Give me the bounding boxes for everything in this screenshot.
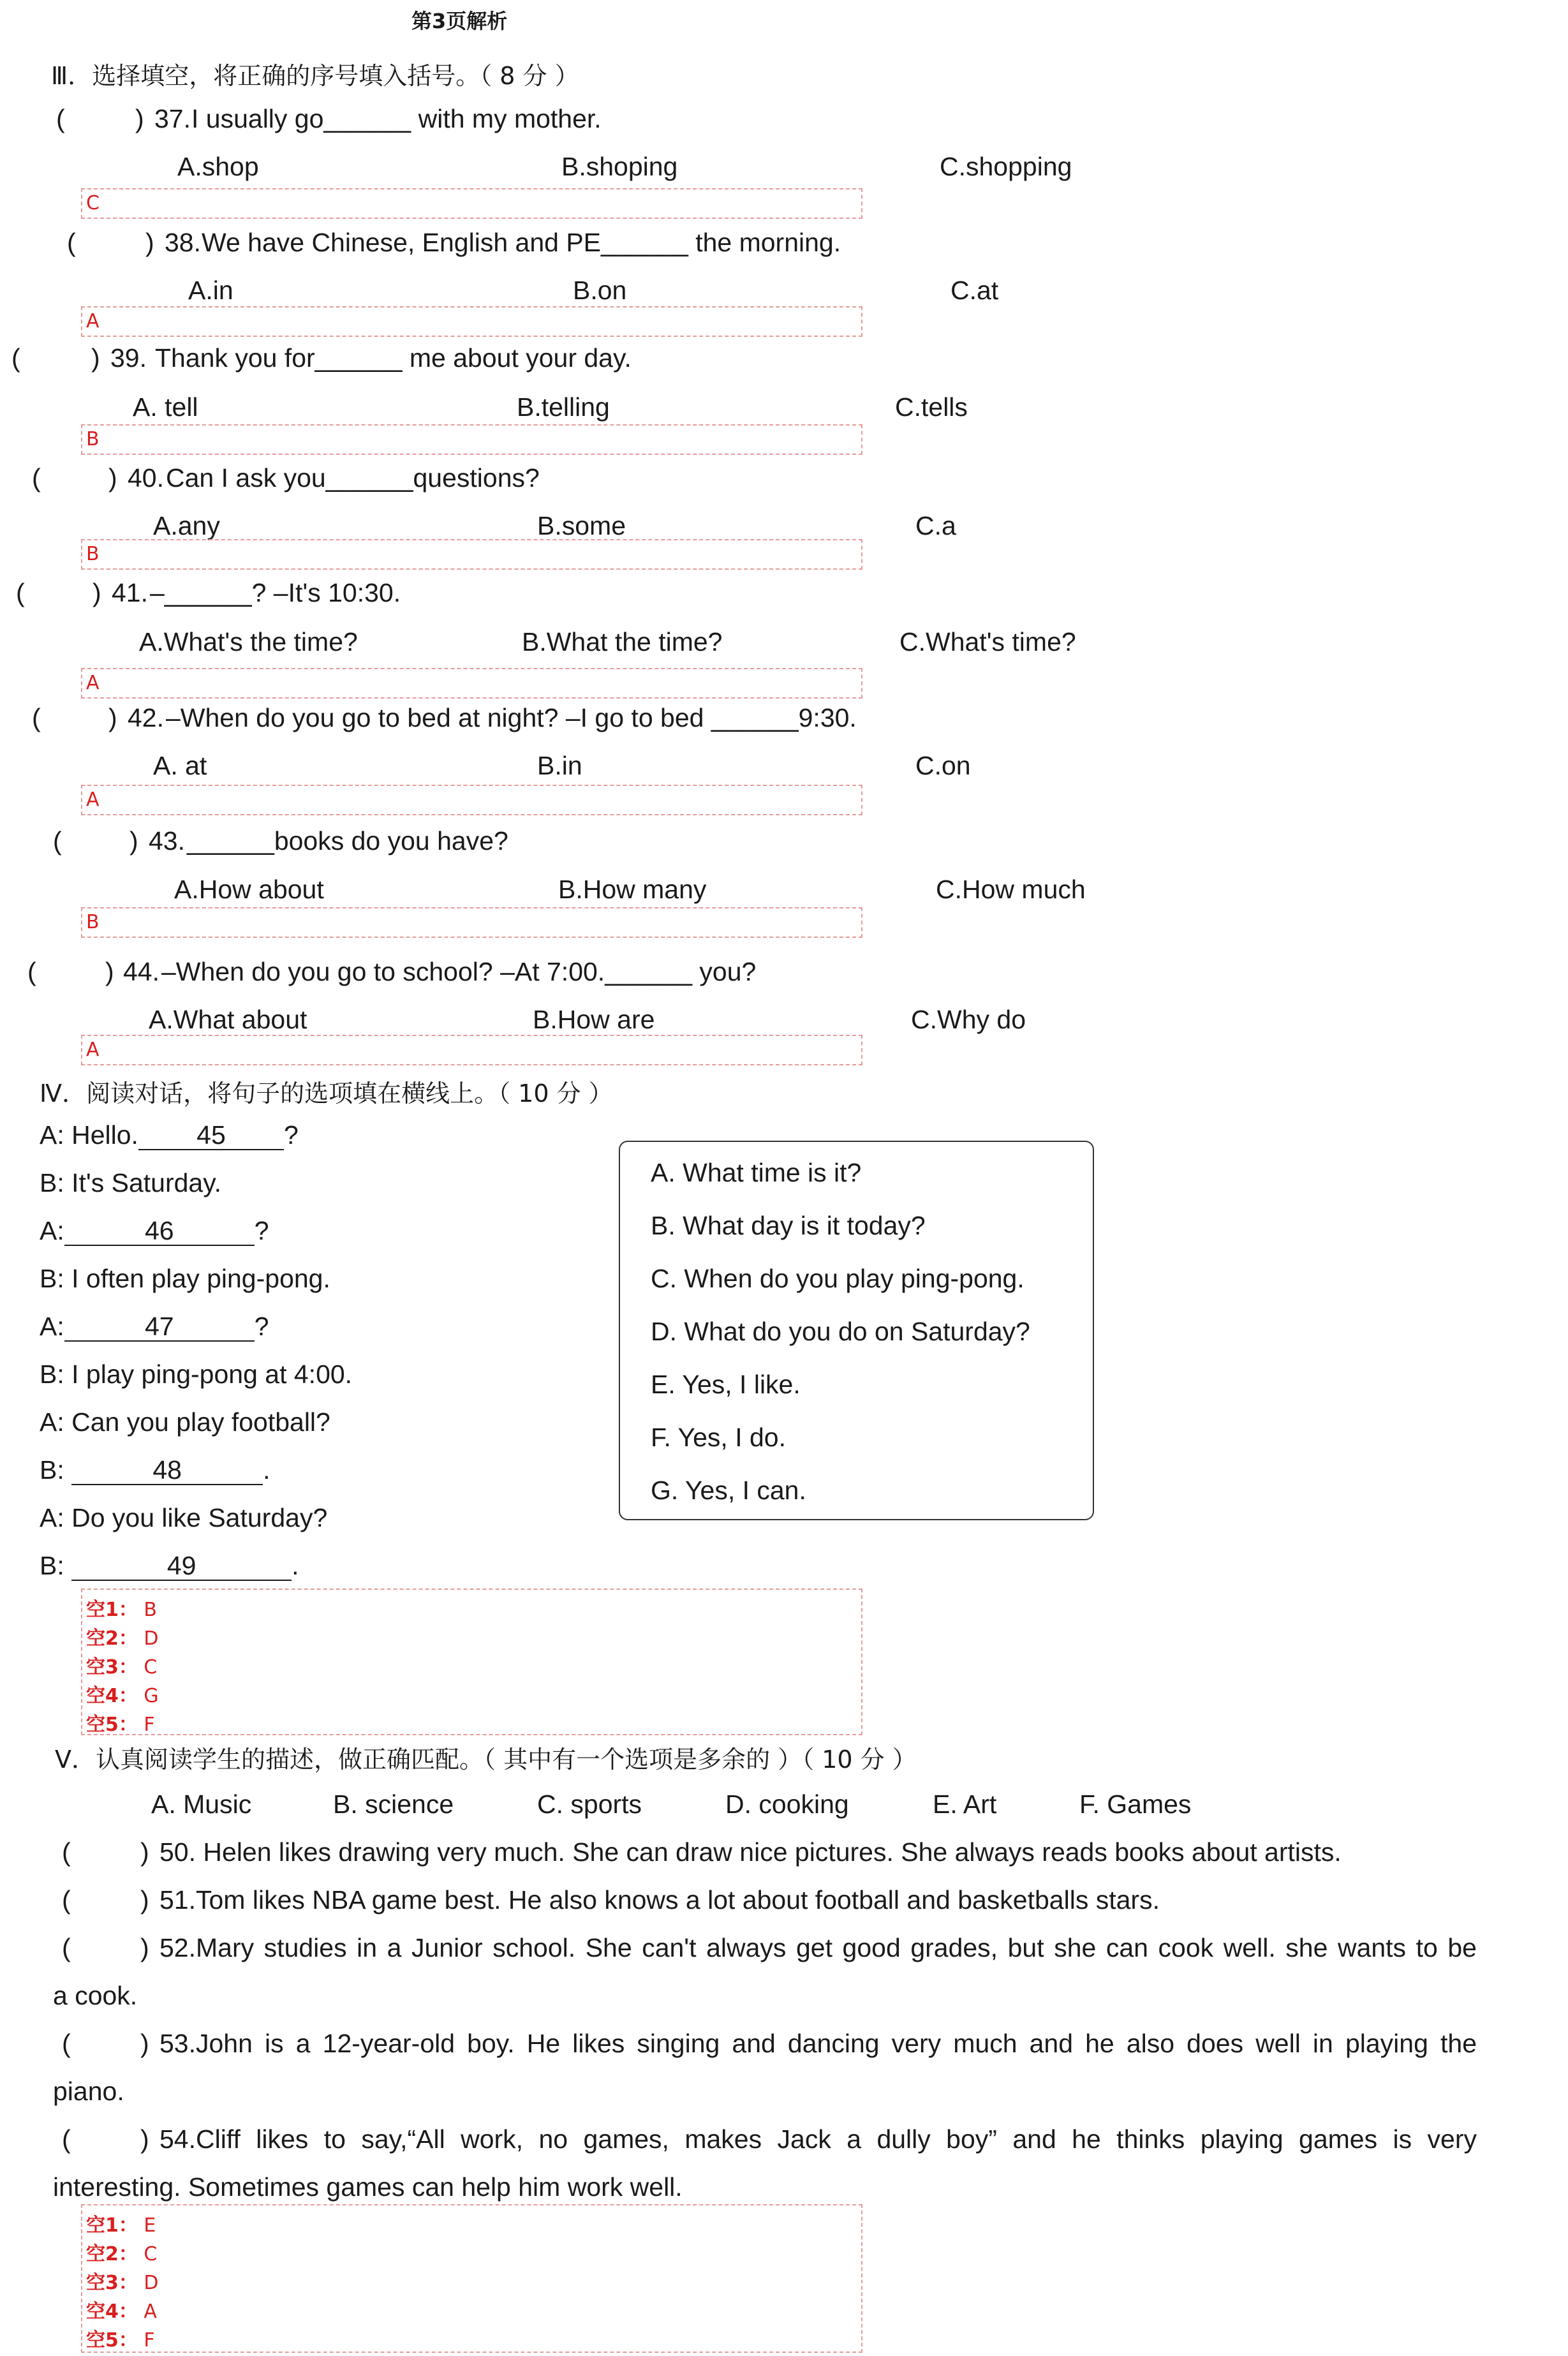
q39-answer-box [81,424,862,455]
dialogue-line-1 [40,1120,299,1150]
q37-option-a: A.shop [177,152,259,181]
q44-paren-close: ) [105,957,114,986]
dialogue-line-9: A: Do you like Saturday? [40,1503,328,1532]
section3-heading: Ⅲ．选择填空，将正确的序号填入括号。（ 8 分 ） [51,62,579,90]
item50-line: 50. Helen likes drawing very much. She can draw nice pictures. She always reads books about artists. [159,1837,1342,1867]
section4-answer-box [81,1589,862,1735]
dialogue-line-4: B: I often play ping-pong. [40,1264,330,1293]
q38-text: We have Chinese, English and PE______ the morning. [202,228,841,257]
s5-answer-2: 空2： C [86,2243,158,2265]
s4-answer-5: 空5： F [86,1714,155,1736]
q44-paren-open: ( [27,957,36,986]
dialogue-line-8-suffix: . [263,1455,270,1485]
dialogue-line-3-suffix: ? [254,1216,269,1245]
item53-paren-open: ( [62,2029,71,2058]
q43-number: 43. [149,826,185,856]
q43-option-b: B.How many [558,875,707,904]
q41-option-c: C.What's time? [899,627,1076,656]
q37-answer-box [81,188,862,219]
blank-45: 45 [138,1122,284,1150]
q39-option-b: B.telling [517,392,610,422]
q40-answer-box [81,539,862,570]
item52-line1: 52.Mary studies in a Junior school. She can't always get good grades, but she can cook well. she wants to be [159,1933,1477,1962]
q41-paren-open: ( [16,578,25,607]
item53-line2: piano. [53,2077,124,2106]
q42-answer-box [81,785,862,815]
s4-answer-3: 空3： C [86,1656,158,1678]
item53-line1: 53.John is a 12-year-old boy. He likes singing and dancing very much and he also does well in playing the [159,2029,1477,2058]
q44-answer: A [86,1039,100,1061]
dialogue-line-3-prefix: A: [40,1216,64,1245]
choice-c: C. sports [537,1789,642,1819]
dialogue-line-6: B: I play ping-pong at 4:00. [40,1360,353,1389]
q40-option-c: C.a [915,511,956,540]
q42-number: 42. [128,703,164,732]
q39-answer: B [86,428,100,450]
q40-answer: B [86,543,100,565]
option-e: E. Yes, I like. [651,1370,801,1399]
choice-d: D. cooking [725,1789,849,1819]
q42-option-b: B.in [537,751,582,780]
q43-option-a: A.How about [174,875,324,904]
q42-option-a: A. at [153,751,207,780]
item50-paren-close: ) [140,1837,149,1867]
item54-paren-open: ( [62,2124,71,2154]
option-b: B. What day is it today? [651,1211,926,1240]
q41-number: 41. [112,578,148,607]
q42-paren-open: ( [32,703,41,732]
dialogue-line-10-suffix: . [292,1551,299,1580]
q37-paren-close: ) [135,104,144,133]
dialogue-line-8 [40,1455,270,1485]
q43-paren-close: ) [129,826,138,856]
item54-paren-close: ) [140,2124,149,2154]
item53-paren-close: ) [140,2029,149,2058]
blank-49: 49 [71,1552,292,1581]
q41-option-b: B.What the time? [522,627,723,656]
q41-answer-box [81,668,862,699]
page-title: 第3页解析 [411,9,508,33]
s4-answer-4: 空4： G [86,1685,159,1707]
dialogue-line-10-prefix: B: [40,1551,72,1580]
s5-answer-1: 空1： E [86,2214,156,2237]
item51-paren-open: ( [62,1885,71,1915]
option-c: C. When do you play ping-pong. [651,1264,1024,1293]
s5-answer-5: 空5： F [86,2329,155,2352]
item54-line1: 54.Cliff likes to say,“All work, no games, makes Jack a dully boy” and he thinks playing games is very [159,2124,1477,2154]
q37-text: I usually go______ with my mother. [191,104,602,133]
q42-text: –When do you go to bed at night? –I go to bed ______9:30. [166,703,857,732]
item50-paren-open: ( [62,1837,71,1867]
q40-paren-close: ) [108,463,117,493]
dialogue-line-1-prefix: A: Hello. [40,1120,138,1150]
q39-paren-open: ( [11,343,20,373]
choice-e: E. Art [933,1789,997,1819]
option-a: A. What time is it? [651,1158,862,1187]
q37-number: 37. [154,104,191,133]
s4-answer-2: 空2： D [86,1627,159,1650]
q44-option-b: B.How are [533,1005,655,1034]
q44-option-c: C.Why do [911,1005,1026,1034]
q40-number: 40. [128,463,164,493]
dialogue-line-3 [40,1216,269,1246]
q44-text: –When do you go to school? –At 7:00.______ you? [161,957,757,986]
blank-48: 48 [71,1456,263,1485]
q38-option-c: C.at [950,276,999,305]
q40-option-b: B.some [537,511,626,540]
q38-answer: A [86,310,100,332]
item51-paren-close: ) [140,1885,149,1915]
q39-text: Thank you for______ me about your day. [155,343,632,373]
q41-text: –______? –It's 10:30. [150,578,401,607]
q38-option-b: B.on [573,276,627,305]
choice-b: B. science [333,1789,454,1819]
q42-paren-close: ) [108,703,117,732]
choice-f: F. Games [1079,1789,1192,1819]
dialogue-line-5-suffix: ? [254,1312,269,1341]
q37-answer: C [86,192,100,214]
q43-answer: B [86,911,100,933]
item52-paren-open: ( [62,1933,71,1962]
q38-paren-open: ( [67,228,76,257]
dialogue-line-10 [40,1551,299,1581]
q39-number: 39. [110,343,147,373]
q43-option-c: C.How much [936,875,1086,904]
option-d: D. What do you do on Saturday? [651,1317,1030,1346]
q41-option-a: A.What's the time? [139,627,358,656]
q40-text: Can I ask you______questions? [166,463,540,493]
item52-paren-close: ) [140,1933,149,1962]
q42-answer: A [86,789,100,811]
q38-paren-close: ) [145,228,154,257]
dialogue-line-7: A: Can you play football? [40,1407,330,1437]
section5-heading: Ⅴ．认真阅读学生的描述，做正确匹配。（ 其中有一个选项是多余的 ）（ 10 分 ） [55,1745,917,1774]
dialogue-line-5 [40,1312,269,1342]
q38-option-a: A.in [188,276,233,305]
dialogue-line-8-prefix: B: [40,1455,72,1485]
q39-option-a: A. tell [133,392,198,422]
q44-answer-box [81,1035,862,1065]
dialogue-line-5-prefix: A: [40,1312,64,1341]
section5-answer-box [81,2204,862,2353]
q41-answer: A [86,672,100,694]
q37-option-b: B.shoping [561,152,678,181]
blank-46: 46 [64,1217,255,1246]
choice-a: A. Music [151,1789,252,1819]
q43-paren-open: ( [53,826,62,856]
q38-number: 38. [165,228,201,257]
q39-paren-close: ) [91,343,100,373]
s4-answer-1: 空1： B [86,1599,158,1621]
item52-line2: a cook. [53,1981,138,2010]
dialogue-line-1-suffix: ? [283,1120,299,1150]
q44-option-a: A.What about [149,1005,307,1034]
option-g: G. Yes, I can. [651,1476,806,1505]
q39-option-c: C.tells [895,392,968,422]
q43-answer-box [81,907,862,938]
item51-line: 51.Tom likes NBA game best. He also knows a lot about football and basketballs stars. [159,1885,1160,1915]
q41-paren-close: ) [92,578,101,607]
item54-line2: interesting. Sometimes games can help him work well. [53,2172,683,2202]
s5-answer-4: 空4： A [86,2300,157,2323]
q37-paren-open: ( [56,104,65,133]
blank-47: 47 [64,1313,255,1342]
s5-answer-3: 空3： D [86,2272,159,2294]
q38-answer-box [81,306,862,337]
q44-number: 44. [123,957,159,986]
dialogue-line-2: B: It's Saturday. [40,1168,222,1197]
q43-text: ______books do you have? [187,826,508,856]
q42-option-c: C.on [915,751,971,780]
option-f: F. Yes, I do. [651,1423,786,1452]
q40-paren-open: ( [32,463,41,493]
q37-option-c: C.shopping [940,152,1072,181]
section4-heading: Ⅳ．阅读对话，将句子的选项填在横线上。（ 10 分 ） [40,1079,613,1108]
q40-option-a: A.any [153,511,220,540]
